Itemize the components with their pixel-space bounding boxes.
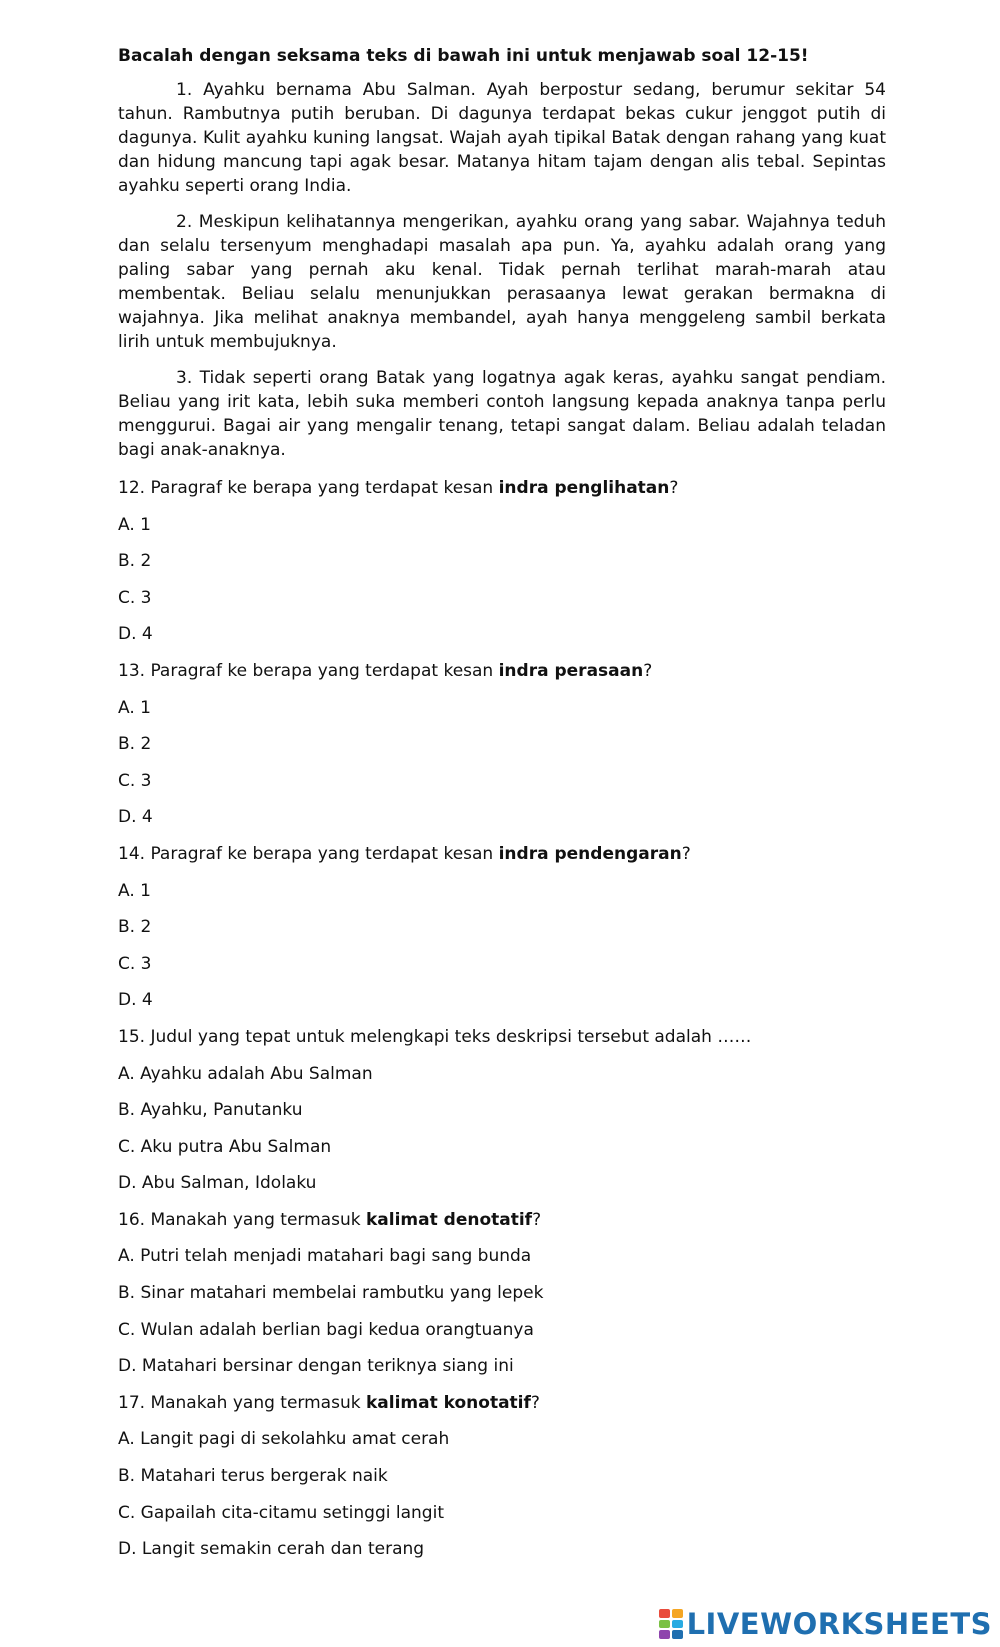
- answer-option[interactable]: A. Langit pagi di sekolahku amat cerah: [118, 1429, 450, 1450]
- answer-option[interactable]: D. 4: [118, 807, 153, 828]
- liveworksheets-logo: [659, 1607, 992, 1641]
- answer-option[interactable]: D. 4: [118, 624, 153, 645]
- question-text: 16. Manakah yang termasuk kalimat denotatif?: [118, 1209, 542, 1230]
- question-text: 17. Manakah yang termasuk kalimat konotatif?: [118, 1392, 540, 1413]
- answer-option[interactable]: B. Sinar matahari membelai rambutku yang lepek: [118, 1283, 544, 1304]
- question-text: 14. Paragraf ke berapa yang terdapat kesan indra pendengaran?: [118, 843, 691, 864]
- answer-option[interactable]: B. 2: [118, 551, 152, 572]
- answer-option[interactable]: A. 1: [118, 514, 151, 535]
- question-text: 15. Judul yang tepat untuk melengkapi teks deskripsi tersebut adalah ……: [118, 1026, 752, 1047]
- answer-option[interactable]: C. Gapailah cita-citamu setinggi langit: [118, 1502, 444, 1523]
- liveworksheets-grid-icon: [659, 1609, 683, 1639]
- answer-option[interactable]: C. 3: [118, 587, 152, 608]
- question-text: 12. Paragraf ke berapa yang terdapat kesan indra penglihatan?: [118, 478, 679, 498]
- logo-text: LIVEWORKSHEETS: [686, 1607, 992, 1641]
- answer-option[interactable]: A. 1: [118, 880, 151, 901]
- question-15: [118, 1025, 886, 1208]
- question-text: 13. Paragraf ke berapa yang terdapat kesan indra perasaan?: [118, 660, 653, 681]
- answer-option[interactable]: C. 3: [118, 953, 152, 974]
- reading-paragraph-3: 3. Tidak seperti orang Batak yang logatnya agak keras, ayahku sangat pendiam. Beliau yang irit kata, lebih suka memberi contoh langsung kepada anaknya tanpa perlu menggurui. Bagai air yang mengalir tenang, tetapi sangat dalam. Beliau adalah teladan bagi anak-anaknya.: [118, 368, 886, 460]
- question-14: [118, 842, 886, 1025]
- answer-option[interactable]: D. Abu Salman, Idolaku: [118, 1173, 317, 1194]
- answer-option[interactable]: A. 1: [118, 697, 151, 718]
- reading-paragraph-1: 1. Ayahku bernama Abu Salman. Ayah berpostur sedang, berumur sekitar 54 tahun. Rambutnya putih beruban. Di dagunya terdapat bekas cukur jenggot putih di dagunya. Kulit ayahku kuning langsat. Wajah ayah tipikal Batak dengan rahang yang kuat dan hidung mancung tapi agak besar. Matanya hitam tajam dengan alis tebal. Sepintas ayahku seperti orang India.: [118, 80, 886, 196]
- answer-option[interactable]: C. Wulan adalah berlian bagi kedua orangtuanya: [118, 1319, 534, 1340]
- question-12: [118, 476, 886, 659]
- instruction-heading: Bacalah dengan seksama teks di bawah ini untuk menjawab soal 12-15!: [118, 46, 809, 66]
- answer-option[interactable]: C. 3: [118, 770, 152, 791]
- answer-option[interactable]: B. 2: [118, 734, 152, 755]
- answer-option[interactable]: B. Matahari terus bergerak naik: [118, 1466, 388, 1487]
- reading-paragraph-2: 2. Meskipun kelihatannya mengerikan, ayahku orang yang sabar. Wajahnya teduh dan selalu tersenyum menghadapi masalah apa pun. Ya, ayahku adalah orang yang paling sabar yang pernah aku kenal. Tidak pernah terlihat marah-marah atau membentak. Beliau selalu menunjukkan perasaanya lewat gerakan bermakna di wajahnya. Jika melihat anaknya membandel, ayah hanya menggeleng sambil berkata lirih untuk membujuknya.: [118, 212, 886, 352]
- answer-option[interactable]: B. 2: [118, 917, 152, 938]
- question-16: [118, 1208, 886, 1391]
- answer-option[interactable]: C. Aku putra Abu Salman: [118, 1136, 332, 1157]
- question-17: [118, 1391, 886, 1574]
- answer-option[interactable]: B. Ayahku, Panutanku: [118, 1100, 303, 1121]
- question-13: [118, 659, 886, 842]
- answer-option[interactable]: D. 4: [118, 990, 153, 1011]
- answer-option[interactable]: D. Matahari bersinar dengan teriknya siang ini: [118, 1356, 514, 1377]
- answer-option[interactable]: A. Ayahku adalah Abu Salman: [118, 1063, 373, 1084]
- worksheet-content: [118, 44, 886, 1574]
- answer-option[interactable]: A. Putri telah menjadi matahari bagi sang bunda: [118, 1246, 532, 1267]
- answer-option[interactable]: D. Langit semakin cerah dan terang: [118, 1539, 425, 1560]
